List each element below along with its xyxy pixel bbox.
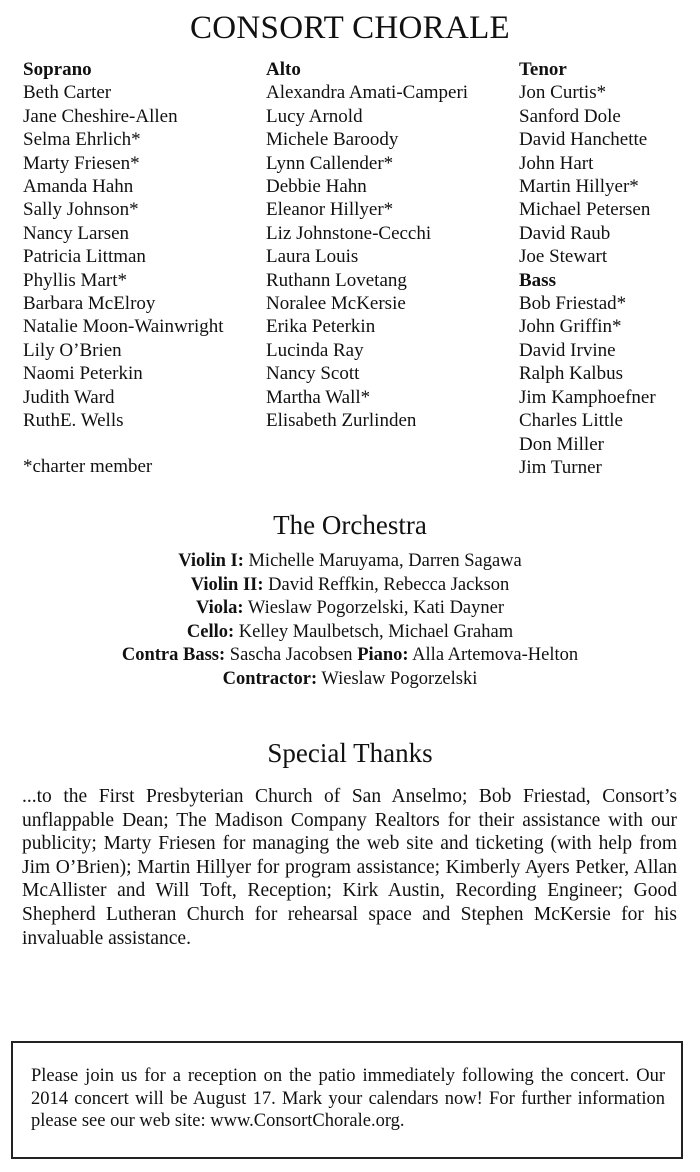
alto-heading: Alto bbox=[266, 59, 301, 80]
choir-member: Nancy Scott bbox=[266, 363, 360, 385]
tenor-list bbox=[519, 81, 694, 268]
choir-member: Jim Kamphoefner bbox=[519, 386, 656, 408]
soprano-list bbox=[23, 81, 263, 432]
choir-member: Natalie Moon-Wainwright bbox=[23, 316, 224, 338]
piano-names: Alla Artemova-Helton bbox=[408, 645, 579, 665]
orchestra-row-contractor bbox=[0, 668, 700, 692]
contractor-names: Wieslaw Pogorzelski bbox=[317, 668, 478, 689]
contrabass-names: Sascha Jacobsen bbox=[225, 645, 358, 665]
choir-member: Nancy Larsen bbox=[23, 222, 130, 244]
choir-member: Barbara McElroy bbox=[23, 293, 156, 315]
alto-column bbox=[266, 58, 518, 433]
choir-member: Erika Peterkin bbox=[266, 316, 376, 338]
choir-member: Alexandra Amati-Camperi bbox=[266, 82, 469, 104]
choir-member: Michael Petersen bbox=[519, 199, 651, 221]
cello-names: Kelley Maulbetsch, Michael Graham bbox=[234, 621, 514, 642]
special-thanks-heading: Special Thanks bbox=[267, 738, 433, 768]
choir-member: David Hanchette bbox=[519, 129, 648, 151]
tenor-heading: Tenor bbox=[519, 59, 567, 80]
choir-member: Elisabeth Zurlinden bbox=[266, 410, 417, 432]
choir-member: Sanford Dole bbox=[519, 105, 621, 127]
choir-member: Naomi Peterkin bbox=[23, 363, 143, 385]
choir-member: Ruthann Lovetang bbox=[266, 269, 407, 291]
soprano-heading: Soprano bbox=[23, 59, 92, 80]
choir-member: Liz Johnstone-Cecchi bbox=[266, 222, 432, 244]
orchestra-row-violin2 bbox=[0, 574, 700, 598]
choir-member: Noralee McKersie bbox=[266, 293, 406, 315]
orchestra-row-violin1 bbox=[0, 550, 700, 574]
choir-member: Beth Carter bbox=[23, 82, 112, 104]
choir-member: Selma Ehrlich* bbox=[23, 129, 141, 151]
choir-member: Lucinda Ray bbox=[266, 339, 364, 361]
reception-notice-box bbox=[11, 1041, 683, 1159]
choir-member: Joe Stewart bbox=[519, 246, 608, 268]
choir-member: Don Miller bbox=[519, 433, 604, 455]
choir-member: John Griffin* bbox=[519, 316, 622, 338]
cello-label: Cello: bbox=[186, 621, 235, 642]
special-thanks-text: ...to the First Presbyterian Church of San Anselmo; Bob Friestad, Consort’s unflappable Dean; The Madison Company Realtors for their assistance with our publicity; Marty Friesen for managing the web site and ticketing (with help from Jim O’Brien); Martin Hillyer for program assistance; Kimberly Ayers Petker, Allan McAllister and Will Toft, Reception; Kirk Austin, Recording Engineer; Good Shepherd Lutheran Church for rehearsal space and Stephen McKersie for his invaluable assistance. bbox=[22, 786, 677, 949]
violin1-names: Michelle Maruyama, Darren Sagawa bbox=[243, 551, 522, 571]
orchestra-row-viola bbox=[0, 597, 700, 621]
soprano-column bbox=[23, 58, 263, 433]
choir-member: Lily O’Brien bbox=[23, 339, 122, 361]
bass-list bbox=[519, 292, 694, 479]
choir-member: Judith Ward bbox=[23, 386, 115, 408]
choir-member: Michele Baroody bbox=[266, 129, 399, 151]
choir-member: Jon Curtis* bbox=[519, 82, 607, 104]
charter-member-note: *charter member bbox=[23, 456, 153, 477]
choir-member: Martha Wall* bbox=[266, 386, 371, 408]
orchestra-row-contrabass-piano bbox=[0, 644, 700, 668]
choir-member: Martin Hillyer* bbox=[519, 176, 639, 198]
orchestra-heading: The Orchestra bbox=[273, 510, 427, 540]
choir-member: Patricia Littman bbox=[23, 246, 146, 268]
tenor-bass-column bbox=[519, 58, 694, 479]
choir-member: Marty Friesen* bbox=[23, 152, 140, 174]
violin2-label: Violin II: bbox=[190, 574, 264, 595]
choir-member: Ralph Kalbus bbox=[519, 363, 623, 385]
choir-member: David Raub bbox=[519, 222, 611, 244]
choir-member: Charles Little bbox=[519, 410, 623, 432]
reception-notice-text: Please join us for a reception on the patio immediately following the concert. Our 2014 concert will be August 17. Mark your calendars now! For further information please see our web site: www.ConsortChorale.org. bbox=[31, 1066, 665, 1131]
viola-names: Wieslaw Pogorzelski, Kati Dayner bbox=[243, 598, 505, 618]
choir-member: Bob Friestad* bbox=[519, 293, 627, 315]
choir-member: John Hart bbox=[519, 152, 594, 174]
contractor-label: Contractor: bbox=[222, 668, 318, 689]
piano-label: Piano: bbox=[357, 645, 409, 665]
choir-member: Debbie Hahn bbox=[266, 176, 367, 198]
orchestra-list bbox=[0, 550, 700, 691]
choir-member: David Irvine bbox=[519, 339, 616, 361]
choir-member: RuthE. Wells bbox=[23, 410, 124, 432]
bass-heading: Bass bbox=[519, 269, 556, 291]
choir-member: Amanda Hahn bbox=[23, 176, 134, 198]
choir-member: Laura Louis bbox=[266, 246, 359, 268]
choir-member: Jane Cheshire-Allen bbox=[23, 105, 178, 127]
orchestra-row-cello bbox=[0, 621, 700, 645]
violin2-names: David Reffkin, Rebecca Jackson bbox=[263, 574, 510, 595]
choir-member: Lucy Arnold bbox=[266, 105, 363, 127]
alto-list bbox=[266, 81, 518, 432]
choir-member: Lynn Callender* bbox=[266, 152, 394, 174]
page-title: CONSORT CHORALE bbox=[189, 10, 511, 46]
choir-member: Jim Turner bbox=[519, 456, 602, 478]
viola-label: Viola: bbox=[195, 598, 244, 618]
choir-member: Eleanor Hillyer* bbox=[266, 199, 394, 221]
violin1-label: Violin I: bbox=[178, 551, 244, 571]
contrabass-label: Contra Bass: bbox=[121, 645, 226, 665]
choir-member: Phyllis Mart* bbox=[23, 269, 127, 291]
choir-member: Sally Johnson* bbox=[23, 199, 139, 221]
